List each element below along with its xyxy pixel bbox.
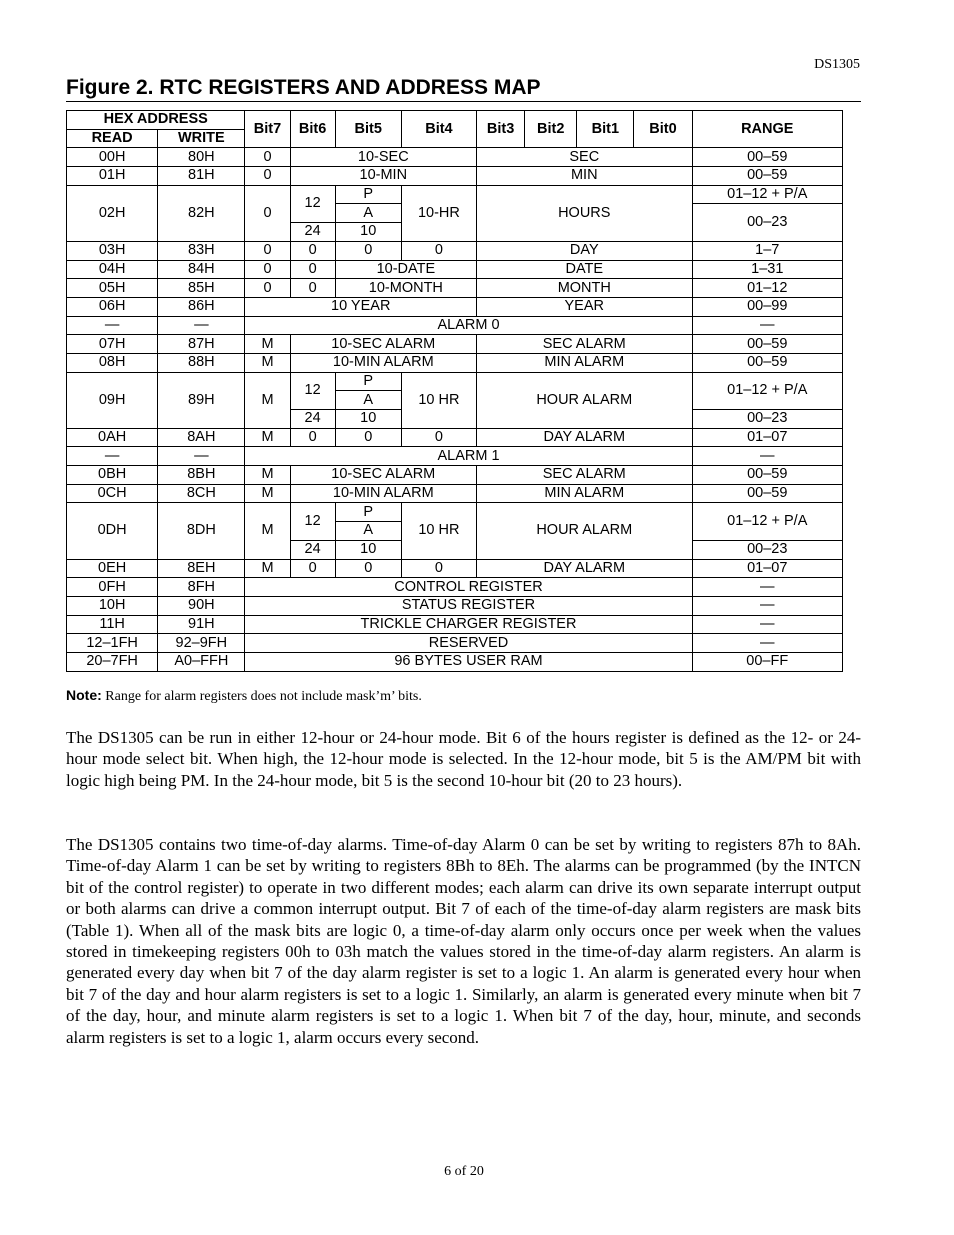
mode-12-cell: 12 [290,503,335,540]
range-cell: 00–59 [692,484,842,503]
bit-cell: M [245,372,290,428]
read-address: 0EH [67,559,158,578]
read-address: 08H [67,353,158,372]
ten-hour-cell: 10 HR [401,503,476,559]
table-row [67,652,843,671]
range-cell: 01–07 [692,559,842,578]
read-address: 09H [67,372,158,428]
am-cell: A [335,204,401,223]
register-label: CONTROL REGISTER [245,578,692,597]
table-row [67,353,843,372]
am-cell: A [335,522,401,541]
note-label: Note: [66,687,102,703]
write-address: 8EH [158,559,245,578]
write-address: 8DH [158,503,245,559]
bit-cell: 0 [245,148,290,167]
mode-24-cell: 24 [290,410,335,429]
range-cell: 00–59 [692,335,842,354]
mode-12-cell: 12 [290,372,335,409]
write-address: 8FH [158,578,245,597]
write-header: WRITE [158,129,245,148]
bit-cell: 0 [290,260,335,279]
range-cell: 00–23 [692,540,842,559]
table-row [67,316,843,335]
body-paragraph: The DS1305 can be run in either 12-hour or 24-hour mode. Bit 6 of the hours register is defined as the 12- or 24-hour mode select bit. When high, the 12-hour mode is selected. In the 12-hour mode, bit 5 is the AM/PM bit with logic high being PM. In the 24-hour mode, bit 5 is the second 10-hour bit (20 to 23 hours). [66,728,861,790]
bit-cell: 0 [401,559,476,578]
read-address: 03H [67,241,158,260]
range-cell: — [692,596,842,615]
lower-nibble-cell: MIN [477,167,693,186]
upper-nibble-cell: 10 YEAR [245,297,477,316]
ten-hour-cell: 10 HR [401,372,476,428]
write-address: 91H [158,615,245,634]
table-row [67,428,843,447]
read-address: 0DH [67,503,158,559]
write-address: 82H [158,185,245,241]
bit-cell: M [245,335,290,354]
lower-nibble-cell: HOUR ALARM [477,372,693,428]
lower-nibble-cell: HOURS [477,185,693,241]
bit-cell: M [245,353,290,372]
register-label: RESERVED [245,634,692,653]
bit-cell: 0 [335,428,401,447]
table-row [67,297,843,316]
table-row [67,578,843,597]
range-cell: — [692,634,842,653]
table-row [67,167,843,186]
range-cell: 01–12 + P/A [692,503,842,540]
table-row [67,634,843,653]
read-address: 0CH [67,484,158,503]
table-row [67,185,843,204]
write-address: 8CH [158,484,245,503]
section-label-alarm-0: ALARM 0 [245,316,692,335]
bit-cell: M [245,503,290,559]
bit-cell: M [245,484,290,503]
read-address: — [67,316,158,335]
table-row [67,596,843,615]
range-cell: 01–12 + P/A [692,185,842,204]
upper-nibble-cell: 10-MONTH [335,279,476,298]
section-label-alarm-1: ALARM 1 [245,447,692,466]
write-address: 80H [158,148,245,167]
write-address: A0–FFH [158,652,245,671]
read-address: 11H [67,615,158,634]
range-cell: 1–7 [692,241,842,260]
write-address: — [158,447,245,466]
lower-nibble-cell: DAY ALARM [477,428,693,447]
read-address: 04H [67,260,158,279]
read-address: 00H [67,148,158,167]
range-cell: — [692,615,842,634]
table-row [67,260,843,279]
pm-cell: P [335,185,401,204]
table-row [67,372,843,391]
bit-cell: 0 [290,559,335,578]
write-address: 86H [158,297,245,316]
range-cell: 01–12 + P/A [692,372,842,409]
read-address: 05H [67,279,158,298]
register-map-table [66,110,843,672]
bit0-header: Bit0 [634,111,692,148]
range-header: RANGE [692,111,842,148]
range-cell: 01–07 [692,428,842,447]
write-address: 84H [158,260,245,279]
range-cell: 00–59 [692,167,842,186]
lower-nibble-cell: YEAR [477,297,693,316]
write-address: 89H [158,372,245,428]
bit-cell: 0 [245,185,290,241]
lower-nibble-cell: SEC ALARM [477,466,693,485]
write-address: 8AH [158,428,245,447]
register-label: STATUS REGISTER [245,596,692,615]
range-cell: — [692,447,842,466]
mode-12-cell: 12 [290,185,335,222]
bit-cell: 0 [335,241,401,260]
upper-nibble-cell: 10-SEC ALARM [290,335,476,354]
bit-cell: 0 [401,428,476,447]
bit-cell: M [245,466,290,485]
read-address: 20–7FH [67,652,158,671]
range-cell: 00–59 [692,148,842,167]
register-label: TRICKLE CHARGER REGISTER [245,615,692,634]
bit-cell: 0 [245,241,290,260]
read-address: 07H [67,335,158,354]
table-note [66,687,422,705]
body-paragraph: The DS1305 contains two time-of-day alarms. Time-of-day Alarm 0 can be set by writing to registers 87h to 8Ah. Time-of-day Alarm 1 can be set by writing to registers 8Bh to 8Eh. The alarms can be programmed (by the INTCN bit of the control register) to operate in two different modes; each alarm can drive its own separate interrupt output or both alarms can drive a common interrupt output. Bit 7 of each of the time-of-day alarm registers are mask bits (Table 1). When all of the mask bits are logic 0, a time-of-day alarm only occurs once per week when the values stored in timekeeping registers 00h to 03h match the values stored in the time-of-day alarm registers. An alarm is generated every day when bit 7 of the day alarm register is set to a logic 1. An alarm is generated every hour when bit 7 of the day and hour alarm registers is set to a logic 1. Similarly, an alarm is generated every minute when bit 7 of the day, hour, and minute alarm registers is set to a logic 1. When bit 7 of the day, hour, minute, and seconds alarm registers is set to a logic 1, alarm occurs every second. [66,835,861,1047]
lower-nibble-cell: MIN ALARM [477,353,693,372]
table-row [67,335,843,354]
range-cell: 00–FF [692,652,842,671]
range-cell: 00–59 [692,466,842,485]
bit5-header: Bit5 [335,111,401,148]
upper-nibble-cell: 10-MIN [290,167,476,186]
write-address: 88H [158,353,245,372]
bit6-header: Bit6 [290,111,335,148]
register-label: 96 BYTES USER RAM [245,652,692,671]
bit-cell: 0 [401,241,476,260]
mode-24-cell: 24 [290,223,335,242]
note-text: Range for alarm registers does not include mask’m’ bits. [105,689,422,704]
bit-cell: 0 [290,279,335,298]
range-cell: 1–31 [692,260,842,279]
pm-cell: P [335,372,401,391]
pm-cell: P [335,503,401,522]
bit-cell: 0 [290,241,335,260]
range-cell: 00–23 [692,204,842,241]
upper-nibble-cell: 10-MIN ALARM [290,484,476,503]
read-header: READ [67,129,158,148]
table-row [67,503,843,522]
write-address: 85H [158,279,245,298]
upper-nibble-cell: 10-DATE [335,260,476,279]
read-address: 12–1FH [67,634,158,653]
range-cell: 00–99 [692,297,842,316]
table-row [67,484,843,503]
bit-cell: 0 [245,260,290,279]
range-cell: — [692,316,842,335]
write-address: — [158,316,245,335]
table-row [67,615,843,634]
bit4-header: Bit4 [401,111,476,148]
bit2-header: Bit2 [525,111,577,148]
ten-cell: 10 [335,410,401,429]
bit7-header: Bit7 [245,111,290,148]
read-address: 10H [67,596,158,615]
read-address: 0FH [67,578,158,597]
write-address: 87H [158,335,245,354]
am-cell: A [335,391,401,410]
range-cell: — [692,578,842,597]
bit-cell: 0 [245,279,290,298]
range-cell: 01–12 [692,279,842,298]
table-row [67,241,843,260]
title-rule [66,101,861,102]
upper-nibble-cell: 10-MIN ALARM [290,353,476,372]
bit3-header: Bit3 [477,111,525,148]
header-row [67,111,843,130]
upper-nibble-cell: 10-SEC [290,148,476,167]
bit1-header: Bit1 [577,111,634,148]
bit-cell: 0 [335,559,401,578]
range-cell: 00–23 [692,410,842,429]
ten-cell: 10 [335,223,401,242]
lower-nibble-cell: SEC [477,148,693,167]
lower-nibble-cell: DATE [477,260,693,279]
lower-nibble-cell: HOUR ALARM [477,503,693,559]
read-address: 0AH [67,428,158,447]
ten-cell: 10 [335,540,401,559]
table-row [67,447,843,466]
bit-cell: M [245,559,290,578]
read-address: 06H [67,297,158,316]
write-address: 92–9FH [158,634,245,653]
read-address: 02H [67,185,158,241]
page-number: 6 of 20 [444,1164,484,1179]
lower-nibble-cell: MONTH [477,279,693,298]
range-cell: 00–59 [692,353,842,372]
lower-nibble-cell: DAY [477,241,693,260]
read-address: 01H [67,167,158,186]
lower-nibble-cell: MIN ALARM [477,484,693,503]
document-id: DS1305 [814,57,860,72]
write-address: 90H [158,596,245,615]
mode-24-cell: 24 [290,540,335,559]
lower-nibble-cell: SEC ALARM [477,335,693,354]
read-address: — [67,447,158,466]
upper-nibble-cell: 10-SEC ALARM [290,466,476,485]
table-row [67,466,843,485]
write-address: 81H [158,167,245,186]
read-address: 0BH [67,466,158,485]
table-row [67,279,843,298]
write-address: 8BH [158,466,245,485]
bit-cell: M [245,428,290,447]
ten-hour-cell: 10-HR [401,185,476,241]
lower-nibble-cell: DAY ALARM [477,559,693,578]
bit-cell: 0 [245,167,290,186]
bit-cell: 0 [290,428,335,447]
hex-address-header: HEX ADDRESS [67,111,245,130]
table-row [67,148,843,167]
table-row [67,559,843,578]
write-address: 83H [158,241,245,260]
figure-title: Figure 2. RTC REGISTERS AND ADDRESS MAP [66,76,541,99]
